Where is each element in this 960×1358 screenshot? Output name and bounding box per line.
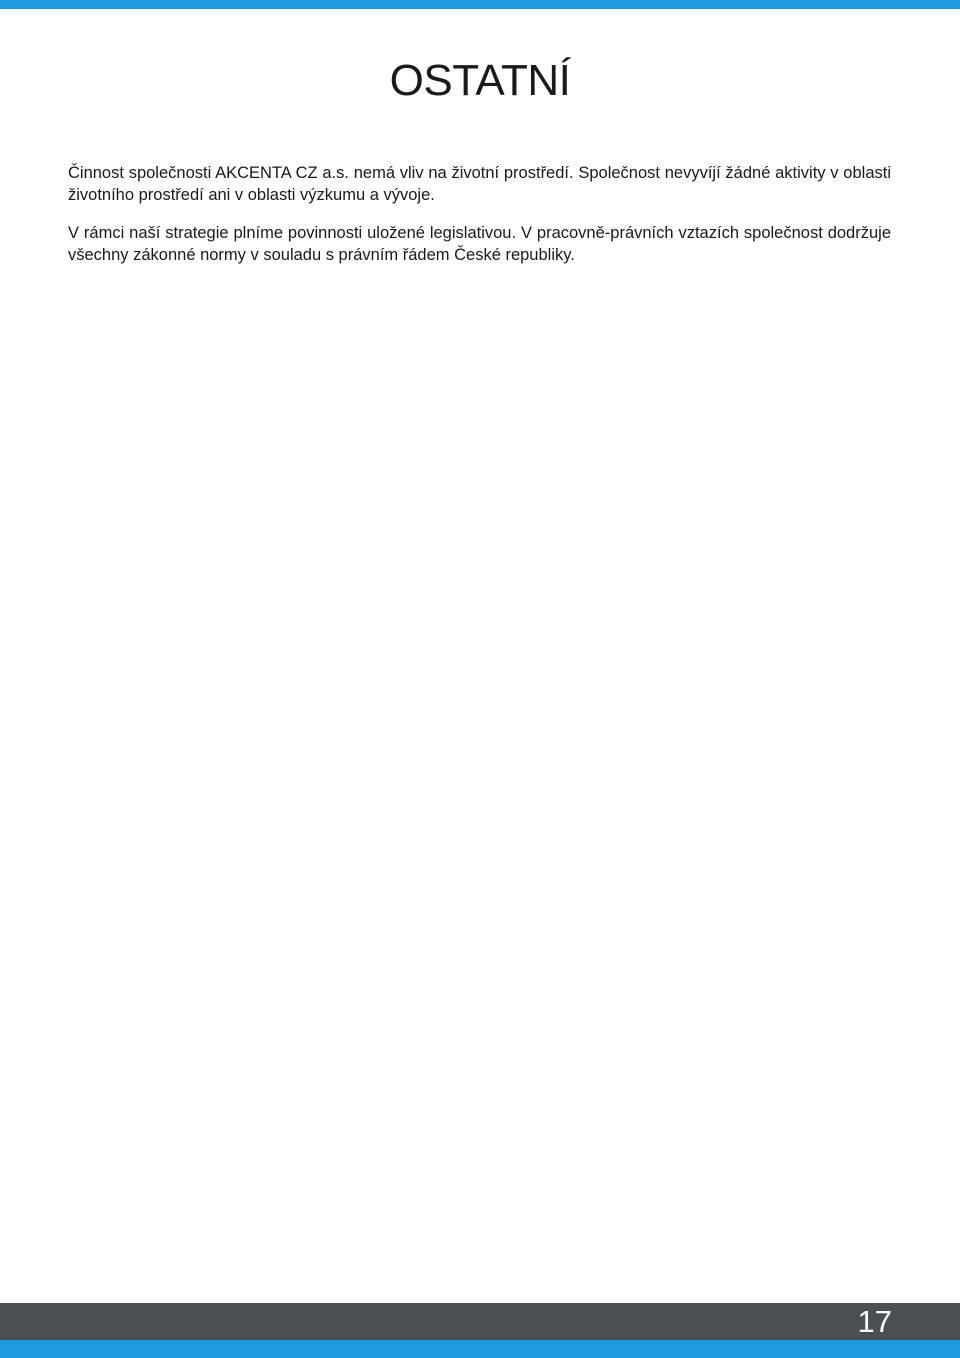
page-title: OSTATNÍ <box>389 56 571 105</box>
footer-bar <box>0 1303 960 1340</box>
paragraph-legislation: V rámci naší strategie plníme povinnosti uložené legislativou. V pracovně-právních vztazích společnost dodržuje všechny zákonné normy v souladu s právním řádem České republiky. <box>68 224 891 264</box>
footer-accent-stripe <box>0 1340 960 1358</box>
page-number: 17 <box>857 1304 892 1339</box>
paragraph-environment: Činnost společnosti AKCENTA CZ a.s. nemá vliv na životní prostředí. Společnost nevyvíjí žádné aktivity v oblasti životního prostředí ani v oblasti výzkumu a vývoje. <box>68 164 891 204</box>
top-accent-bar <box>0 0 960 9</box>
